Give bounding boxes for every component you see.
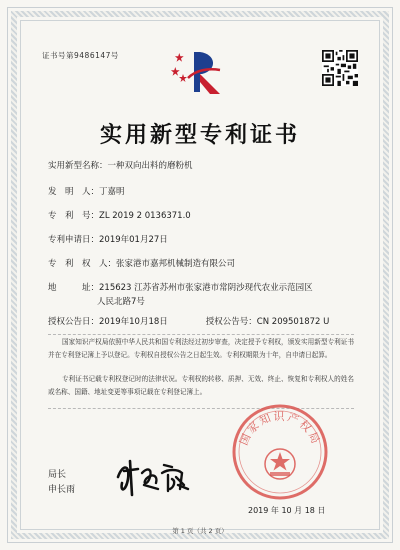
- field-value: 215623 江苏省苏州市张家港市常阴沙现代农业示范园区: [99, 283, 313, 293]
- field-value: 2019年01月27日: [99, 235, 168, 245]
- qr-code: [322, 50, 358, 86]
- field-value: CN 209501872 U: [256, 317, 330, 327]
- field-patentee: [48, 258, 235, 270]
- field-application-date: [48, 234, 168, 246]
- certificate-number: 证书号第9486147号: [42, 51, 119, 60]
- signatory-title: 局长: [48, 470, 67, 480]
- field-label: 实用新型名称：: [48, 161, 108, 171]
- field-value: 张家港市嘉邦机械制造有限公司: [116, 259, 236, 269]
- divider: [48, 334, 354, 335]
- field-label: 授权公告号：: [205, 317, 257, 327]
- issue-date: 2019 年 10 月 18 日: [248, 506, 326, 515]
- address-line-2: 人民北路7号: [97, 297, 145, 307]
- field-value: 一种双向出料的磨粉机: [107, 161, 193, 171]
- field-utility-model-name: [48, 160, 193, 172]
- field-patent-number: [48, 210, 191, 222]
- body-paragraph-2: 专利证书记载专利权登记时的法律状况。专利权的转移、质押、无效、终止、恢复和专利权人的姓名或名称、国籍、地址变更等事项记载在专利登记簿上。: [48, 375, 354, 396]
- field-label: 专 利 权 人：: [48, 259, 117, 269]
- field-label: 专利申请日：: [48, 235, 100, 245]
- field-grant-info: [48, 316, 329, 328]
- field-inventor: [48, 186, 125, 198]
- certificate-title: 实用新型专利证书: [99, 122, 300, 148]
- field-address: [48, 282, 313, 294]
- field-label: 授权公告日：: [48, 317, 100, 327]
- body-paragraph-1: 国家知识产权局依照中华人民共和国专利法经过初步审查，决定授予专利权，颁发实用新型专利证书并在专利登记簿上予以登记。专利权自授权公告之日起生效。专利权期限为十年，自申请日起算。: [48, 338, 354, 359]
- seal-text: 国家知识产权局: [237, 410, 323, 448]
- field-value: 2019年10月18日: [99, 317, 168, 327]
- field-label: 发 明 人：: [48, 187, 100, 197]
- field-label: 专 利 号：: [48, 211, 100, 221]
- official-seal-icon: [230, 402, 330, 502]
- page-indicator: 第 1 页（共 2 页）: [172, 527, 228, 535]
- field-value: ZL 2019 2 0136371.0: [99, 211, 191, 221]
- handwritten-signature: [112, 455, 194, 499]
- signatory-name: 申长雨: [48, 485, 76, 495]
- field-value: 丁嘉明: [99, 187, 125, 197]
- field-label: 地 址：: [48, 283, 100, 293]
- patent-office-emblem-icon: [170, 48, 228, 98]
